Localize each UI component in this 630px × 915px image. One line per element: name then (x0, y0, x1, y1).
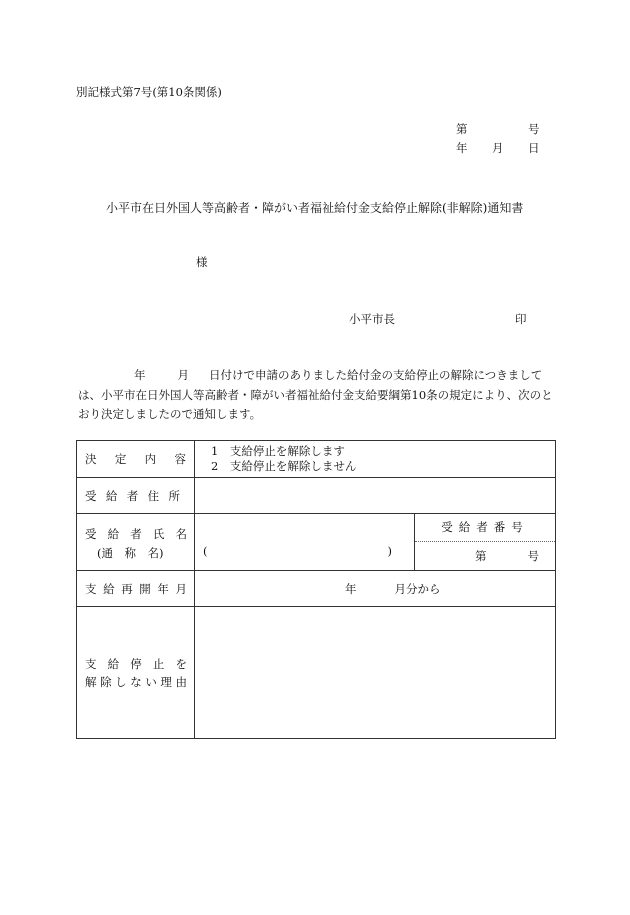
restart-month-from: 月分から (394, 581, 441, 596)
address-row (77, 478, 556, 514)
reason-label: 支 給 停 止 を 解 除 し な い 理 由 (77, 607, 195, 739)
recipient-number-suffix: 号 (527, 549, 539, 563)
document-title: 小平市在日外国人等高齢者・障がい者福祉給付金支給停止解除(非解除)通知書 (106, 201, 524, 215)
body-month: 月 (177, 368, 189, 382)
alias-paren-close: ) (387, 544, 392, 558)
address-field[interactable] (195, 478, 556, 514)
decision-label: 決 定 内 容 (77, 441, 195, 478)
issuer-name: 小平市長 (349, 312, 395, 326)
body-text: 日付けで申請のありました給付金の支給停止の解除につきましては、小平市在日外国人等高齢者・障がい者福祉給付金支給要綱第10条の規定により、次のとおり決定しましたので通知します。 (78, 368, 553, 421)
decision-options (195, 441, 556, 478)
alias-paren-open: ( (203, 544, 208, 558)
addressee-suffix: 様 (196, 255, 208, 269)
decision-option-not-release: 2 支給停止を解除しません (211, 459, 357, 473)
seal-mark: 印 (515, 312, 527, 326)
date-day: 日 (528, 141, 540, 155)
decision-row (77, 441, 556, 478)
restart-row (77, 571, 556, 607)
recipient-number-label: 受給者番号 (415, 514, 555, 542)
body-year: 年 (134, 368, 146, 382)
name-field[interactable] (195, 514, 415, 571)
document-number-suffix: 号 (528, 122, 540, 136)
form-id: 別記様式第7号(第10条関係) (76, 85, 222, 99)
address-label: 受 給 者 住 所 (77, 478, 195, 514)
notice-table (76, 440, 556, 739)
recipient-number-prefix: 第 (474, 549, 487, 563)
restart-year: 年 (345, 581, 357, 596)
reason-field[interactable] (195, 607, 556, 739)
body-paragraph (78, 366, 556, 425)
date-month: 月 (492, 141, 504, 155)
alias-label: (通 称 名) (97, 545, 164, 560)
name-row (77, 514, 556, 571)
recipient-number-box (414, 514, 555, 571)
restart-label: 支 給 再 開 年 月 (77, 571, 195, 607)
document-number-prefix: 第 (456, 122, 468, 136)
decision-option-release: 1 支給停止を解除します (211, 444, 345, 458)
reason-row (77, 607, 556, 739)
name-label: 受 給 者 氏 名 (通 称 名) (77, 514, 195, 571)
restart-field[interactable] (195, 571, 556, 607)
recipient-number-field[interactable] (415, 542, 555, 570)
date-year: 年 (456, 141, 468, 155)
